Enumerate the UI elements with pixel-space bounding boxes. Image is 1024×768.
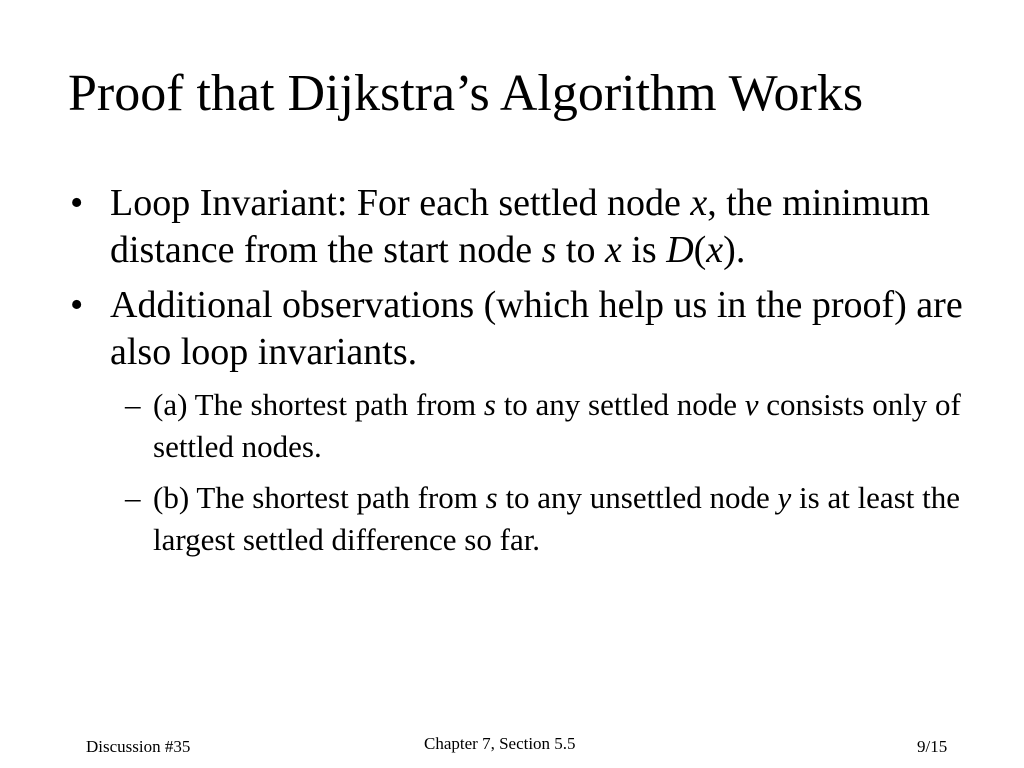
sub-bullet-text: to any unsettled node <box>497 480 778 515</box>
sub-bullet-text: (b) The shortest path from <box>153 480 486 515</box>
footer-chapter-section: Chapter 7, Section 5.5 <box>424 734 576 753</box>
sub-bullet-marker: – <box>125 480 141 515</box>
sub-bullet-text: consists only of settled nodes. <box>153 387 961 464</box>
variable-x: x <box>706 229 724 271</box>
bullet-text: ). <box>723 229 746 271</box>
slide-title: Proof that Dijkstra’s Algorithm Works <box>68 65 864 122</box>
variable-x: x <box>604 229 622 271</box>
sub-bullet-marker: – <box>125 387 141 422</box>
variable-s: s <box>485 480 498 515</box>
slide-body <box>70 180 970 570</box>
bullet-marker: • <box>70 284 84 326</box>
variable-y: y <box>777 480 792 515</box>
sub-bullet-a <box>125 384 970 468</box>
variable-d: D <box>666 229 694 271</box>
bullet-text: is <box>621 229 667 271</box>
bullet-marker: • <box>70 182 84 224</box>
sub-bullet-text: is at least the largest settled difference so far. <box>153 480 960 557</box>
bullet-text: Loop Invariant: For each settled node <box>110 182 691 224</box>
footer-page-number: 9/15 <box>917 737 948 756</box>
variable-v: v <box>744 387 759 422</box>
sub-bullet-text: (a) The shortest path from <box>153 387 484 422</box>
footer-discussion: Discussion #35 <box>86 737 191 756</box>
variable-x: x <box>690 182 708 224</box>
sub-bullet-b <box>125 477 970 561</box>
bullet-loop-invariant <box>70 180 970 274</box>
sub-bullet-text: to any settled node <box>495 387 745 422</box>
variable-s: s <box>541 229 557 271</box>
bullet-text: ( <box>693 229 707 271</box>
bullet-text: Additional observations (which help us in the proof) are also loop invariants. <box>110 284 963 373</box>
bullet-text: , the minimum distance from the start node <box>110 182 930 271</box>
variable-s: s <box>483 387 496 422</box>
bullet-additional-observations <box>70 282 970 376</box>
bullet-text: to <box>556 229 605 271</box>
